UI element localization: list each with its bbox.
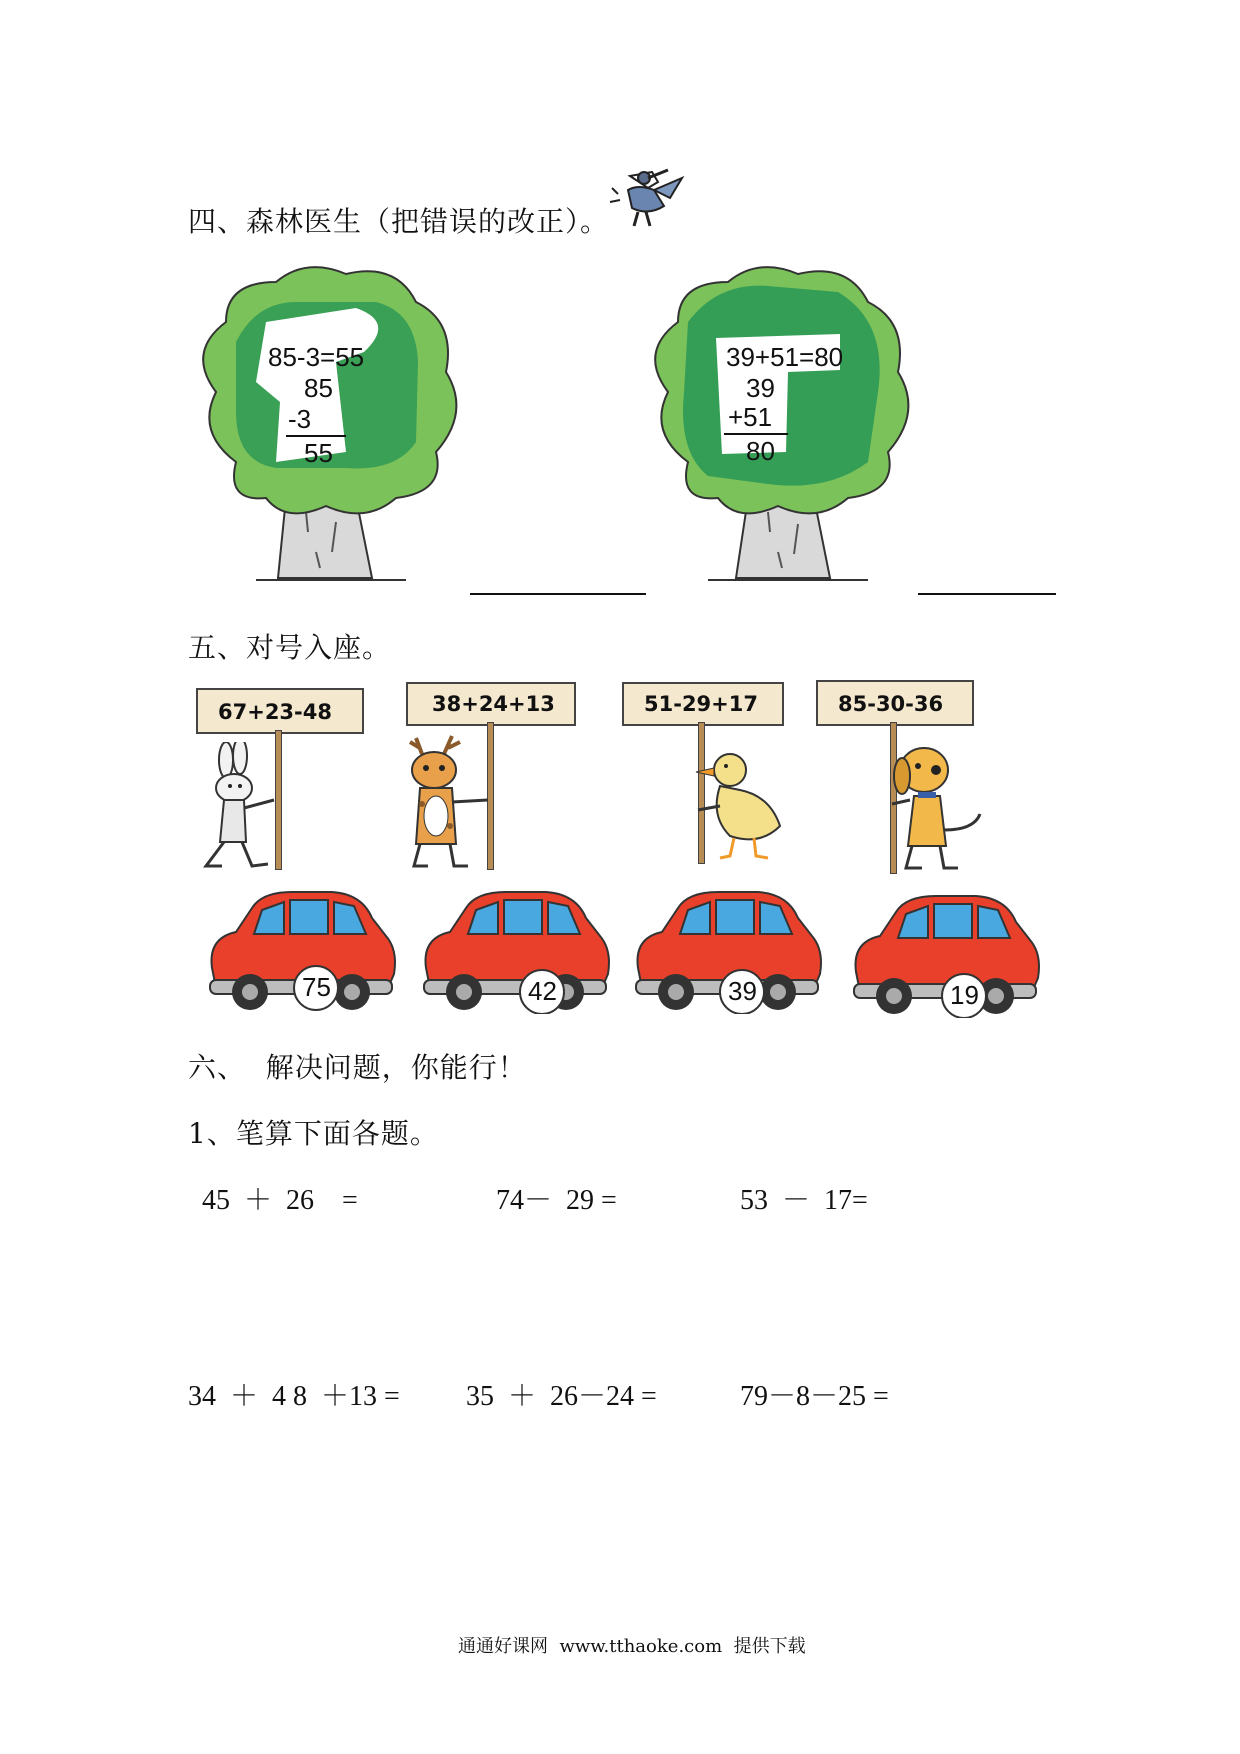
- car-3: [628, 888, 824, 1018]
- calc-row1-item1: 45 ＋ 26 =: [202, 1185, 358, 1216]
- tree1-equation: 85-3=55: [268, 342, 365, 372]
- car-4: [846, 892, 1042, 1022]
- section5-title: 五、对号入座。: [188, 631, 392, 664]
- car-3-body: [628, 888, 824, 1014]
- tree2-addend: +51: [728, 402, 773, 432]
- tree1-top-number: 85: [304, 373, 333, 403]
- car-1-body: [202, 888, 398, 1014]
- calc-row2-item1: 34 ＋ 4 8 ＋13 =: [188, 1381, 400, 1412]
- car-1: [202, 888, 398, 1018]
- tree2-equation: 39+51=80: [726, 342, 844, 372]
- car-4-body: [846, 892, 1042, 1018]
- answer-line-1: [470, 593, 646, 595]
- calc-row1-item3: 53 － 17=: [740, 1185, 868, 1216]
- sign-4-text: 85-30-36: [838, 692, 944, 716]
- sign-1-text: 67+23-48: [218, 700, 332, 724]
- deer-icon: [392, 728, 502, 870]
- tree1-result: 55: [304, 438, 333, 468]
- tree1-subtrahend: -3: [288, 404, 312, 434]
- sign-3-text: 51-29+17: [644, 692, 758, 716]
- tree-1: [196, 262, 466, 592]
- woodpecker-doctor-icon: [608, 158, 686, 230]
- dog-icon: [884, 740, 990, 872]
- sign-2-text: 38+24+13: [432, 692, 555, 716]
- rabbit-icon: [196, 742, 292, 872]
- duck-icon: [690, 746, 790, 860]
- section6-title: 六、 解决问题，你能行！: [188, 1051, 527, 1084]
- car-2-body: [416, 888, 612, 1014]
- car-2-number: 42: [528, 976, 557, 1006]
- tree2-divider: [724, 433, 788, 435]
- car-4-number: 19: [950, 980, 979, 1010]
- tree2-top-number: 39: [746, 373, 775, 403]
- tree-2: [648, 262, 918, 592]
- car-2: [416, 888, 612, 1018]
- answer-line-2: [918, 593, 1056, 595]
- footer-source: 通通好课网 www.tthaoke.com 提供下载: [458, 1636, 806, 1657]
- section6-subtitle: 1、笔算下面各题。: [188, 1117, 439, 1150]
- section4-title: 四、森林医生（把错误的改正）。: [188, 205, 610, 238]
- tree2-result: 80: [746, 436, 775, 466]
- car-3-number: 39: [728, 976, 757, 1006]
- calc-row2-item2: 35 ＋ 26－24 =: [466, 1381, 657, 1412]
- calc-row1-item2: 74－ 29 =: [496, 1185, 617, 1216]
- calc-row2-item3: 79－8－25 =: [740, 1381, 889, 1412]
- tree1-divider: [286, 435, 346, 437]
- car-1-number: 75: [302, 972, 331, 1002]
